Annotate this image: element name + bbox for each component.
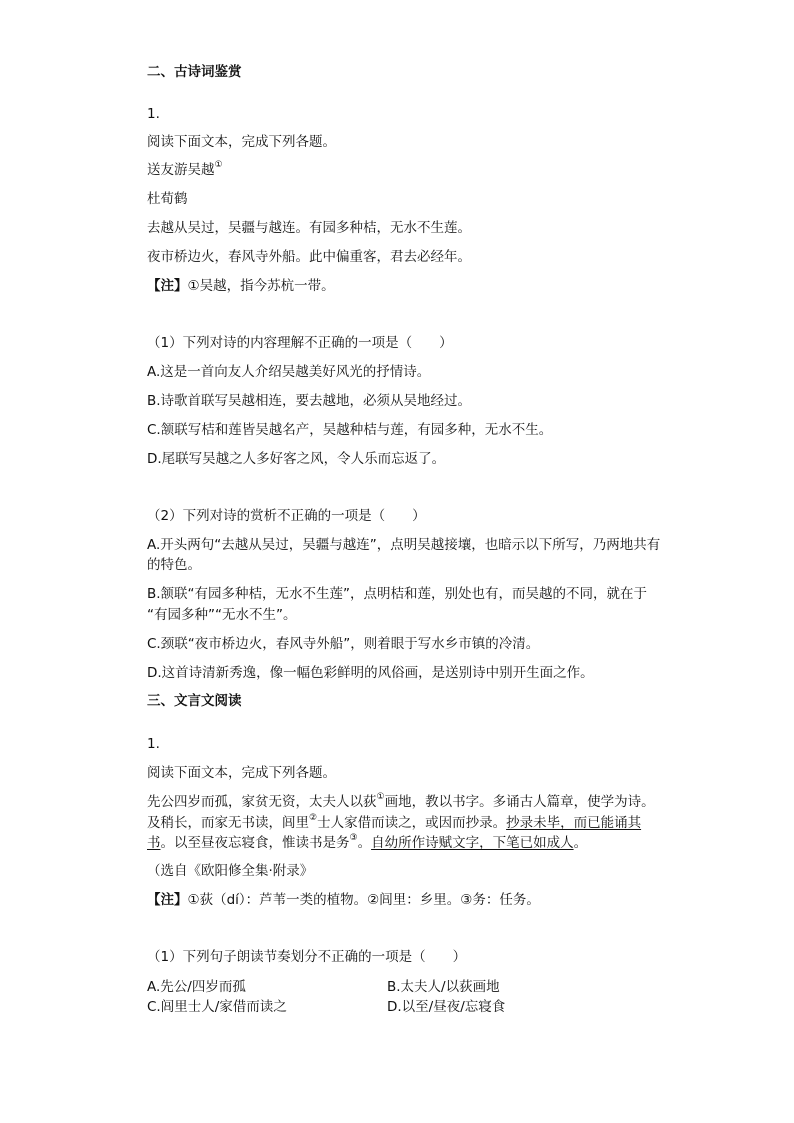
option-b-continued: “有园多种”“无水不生”。 (147, 607, 297, 623)
poet-name: 杜荀鹤 (147, 191, 188, 207)
option-a: A.这是一首向友人介绍吴越美好风光的抒情诗。 (147, 364, 431, 380)
section-heading-poetry: 二、古诗词鉴赏 (147, 64, 242, 80)
poem-line-2: 夜市桥边火，春风寺外船。此中偏重客，君去必经年。 (147, 249, 471, 265)
underlined-sentence: 书 (147, 835, 161, 851)
sub-question-stem: （1）下列句子朗读节奏划分不正确的一项是（ ） (147, 949, 467, 965)
footnote-mark: ① (214, 159, 223, 170)
option-b: B.颔联“有园多种桔，无水不生莲”，点明桔和莲，别处也有，而吴越的不同，就在于 (147, 586, 648, 602)
option-row-cd (147, 998, 692, 1016)
passage-line-2: 及稍长，而家无书读，闾里②士人家借而读之，或因而抄录。抄录未毕，而已能诵其 (147, 812, 642, 831)
passage-note: 【注】①荻（dí）：芦苇一类的植物。②闾里：乡里。③务：任务。 (147, 892, 540, 908)
option-c: C.颈联“夜市桥边火，春风寺外船”，则着眼于写水乡市镇的冷清。 (147, 636, 540, 652)
option-a: A.先公/四岁而孤 (147, 979, 246, 995)
option-d: D.尾联写吴越之人多好客之风，令人乐而忘返了。 (147, 451, 446, 467)
instruction: 阅读下面文本，完成下列各题。 (147, 765, 336, 781)
question-number: 1. (147, 106, 160, 122)
passage-line-1: 先公四岁而孤，家贫无资，太夫人以荻①画地，教以书字。多诵古人篇章，使学为诗。 (147, 791, 655, 810)
option-c: C.闾里士人/家借而读之 (147, 999, 287, 1015)
poem-note: 【注】①吴越，指今苏杭一带。 (147, 278, 335, 294)
section-heading-classical-chinese: 三、文言文阅读 (147, 693, 242, 709)
option-d: D.以至/昼夜/忘寝食 (387, 999, 506, 1015)
footnote-mark: ③ (349, 832, 358, 843)
sub-question-stem: （2）下列对诗的赏析不正确的一项是（ ） (147, 508, 426, 524)
passage-line-3: 书。以至昼夜忘寝食，惟读书是务③。自幼所作诗赋文字，下笔已如成人。 (147, 832, 588, 851)
underlined-sentence: 抄录未毕，而已能诵其 (506, 815, 642, 831)
option-a-continued: 的特色。 (147, 557, 201, 573)
poem-title: 送友游吴越① (147, 159, 223, 178)
footnote-mark: ① (376, 791, 385, 802)
instruction: 阅读下面文本，完成下列各题。 (147, 134, 336, 150)
option-b: B.诗歌首联写吴越相连，要去越地，必须从吴地经过。 (147, 393, 472, 409)
option-a: A.开头两句“去越从吴过，吴疆与越连”，点明吴越接壤，也暗示以下所写，乃两地共有 (147, 537, 661, 553)
footnote-mark: ② (309, 812, 318, 823)
question-number: 1. (147, 736, 160, 752)
option-b: B.太夫人/以荻画地 (387, 979, 500, 995)
option-d: D.这首诗清新秀逸，像一幅色彩鲜明的风俗画，是送别诗中别开生面之作。 (147, 665, 594, 681)
option-c: C.颔联写桔和莲皆吴越名产，吴越种桔与莲，有园多种，无水不生。 (147, 422, 553, 438)
passage-source: （选自《欧阳修全集·附录》 (147, 863, 314, 879)
poem-line-1: 去越从吴过，吴疆与越连。有园多种桔，无水不生莲。 (147, 220, 471, 236)
option-row-ab (147, 978, 692, 996)
underlined-sentence: 自幼所作诗赋文字，下笔已如成人 (371, 835, 574, 851)
sub-question-stem: （1）下列对诗的内容理解不正确的一项是（ ） (147, 335, 453, 351)
